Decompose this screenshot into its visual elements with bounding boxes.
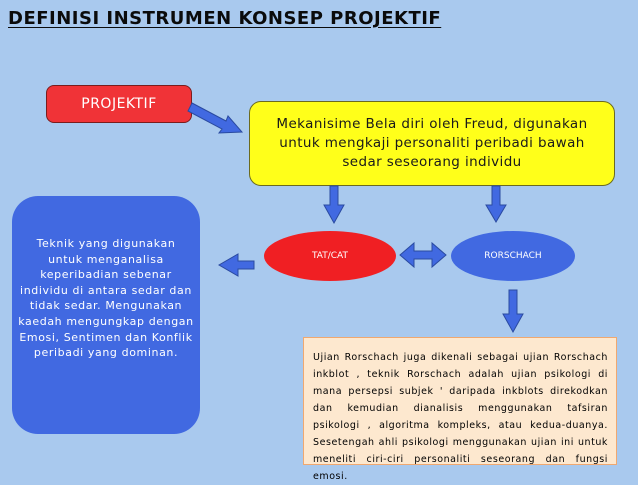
teknik-box: Teknik yang digunakan untuk menganalisa keperibadian sebenar individu di antara sedar dan tidak sedar. Mengunakan kaedah mengungkap dengan Emosi, Sentimen dan Konflik peribadi yang dominan. [12,196,200,434]
rorschach-description-box: Ujian Rorschach juga dikenali sebagai ujian Rorschach inkblot , teknik Rorschach adalah ujian psikologi di mana persepsi subjek ' daripada inkblots direkodkan dan kemudian dianalisis menggunakan tafsiran psikologi , algoritma kompleks, atau kedua-duanya. Sesetengah ahli psikologi menggunakan ujian ini untuk meneliti ciri-ciri personaliti seseorang dan fungsi emosi. [303,337,617,465]
page-title: DEFINISI INSTRUMEN KONSEP PROJEKTIF [8,8,442,29]
arrow-tat-to-teknik [219,254,254,276]
arrow-mekanisme-to-tat [324,186,344,223]
mekanisme-box: Mekanisime Bela diri oleh Freud, digunakan untuk mengkaji personaliti peribadi bawah sedar seseorang individu [249,101,615,186]
tat-cat-node: TAT/CAT [264,231,396,281]
arrow-mekanisme-to-rorschach [486,186,506,222]
rorschach-node: RORSCHACH [451,231,575,281]
arrow-rorschach-to-description [503,290,523,332]
projektif-box: PROJEKTIF [46,85,192,123]
double-arrow-tat-rorschach [400,243,446,267]
arrow-projektif-to-mekanisme [188,103,242,133]
